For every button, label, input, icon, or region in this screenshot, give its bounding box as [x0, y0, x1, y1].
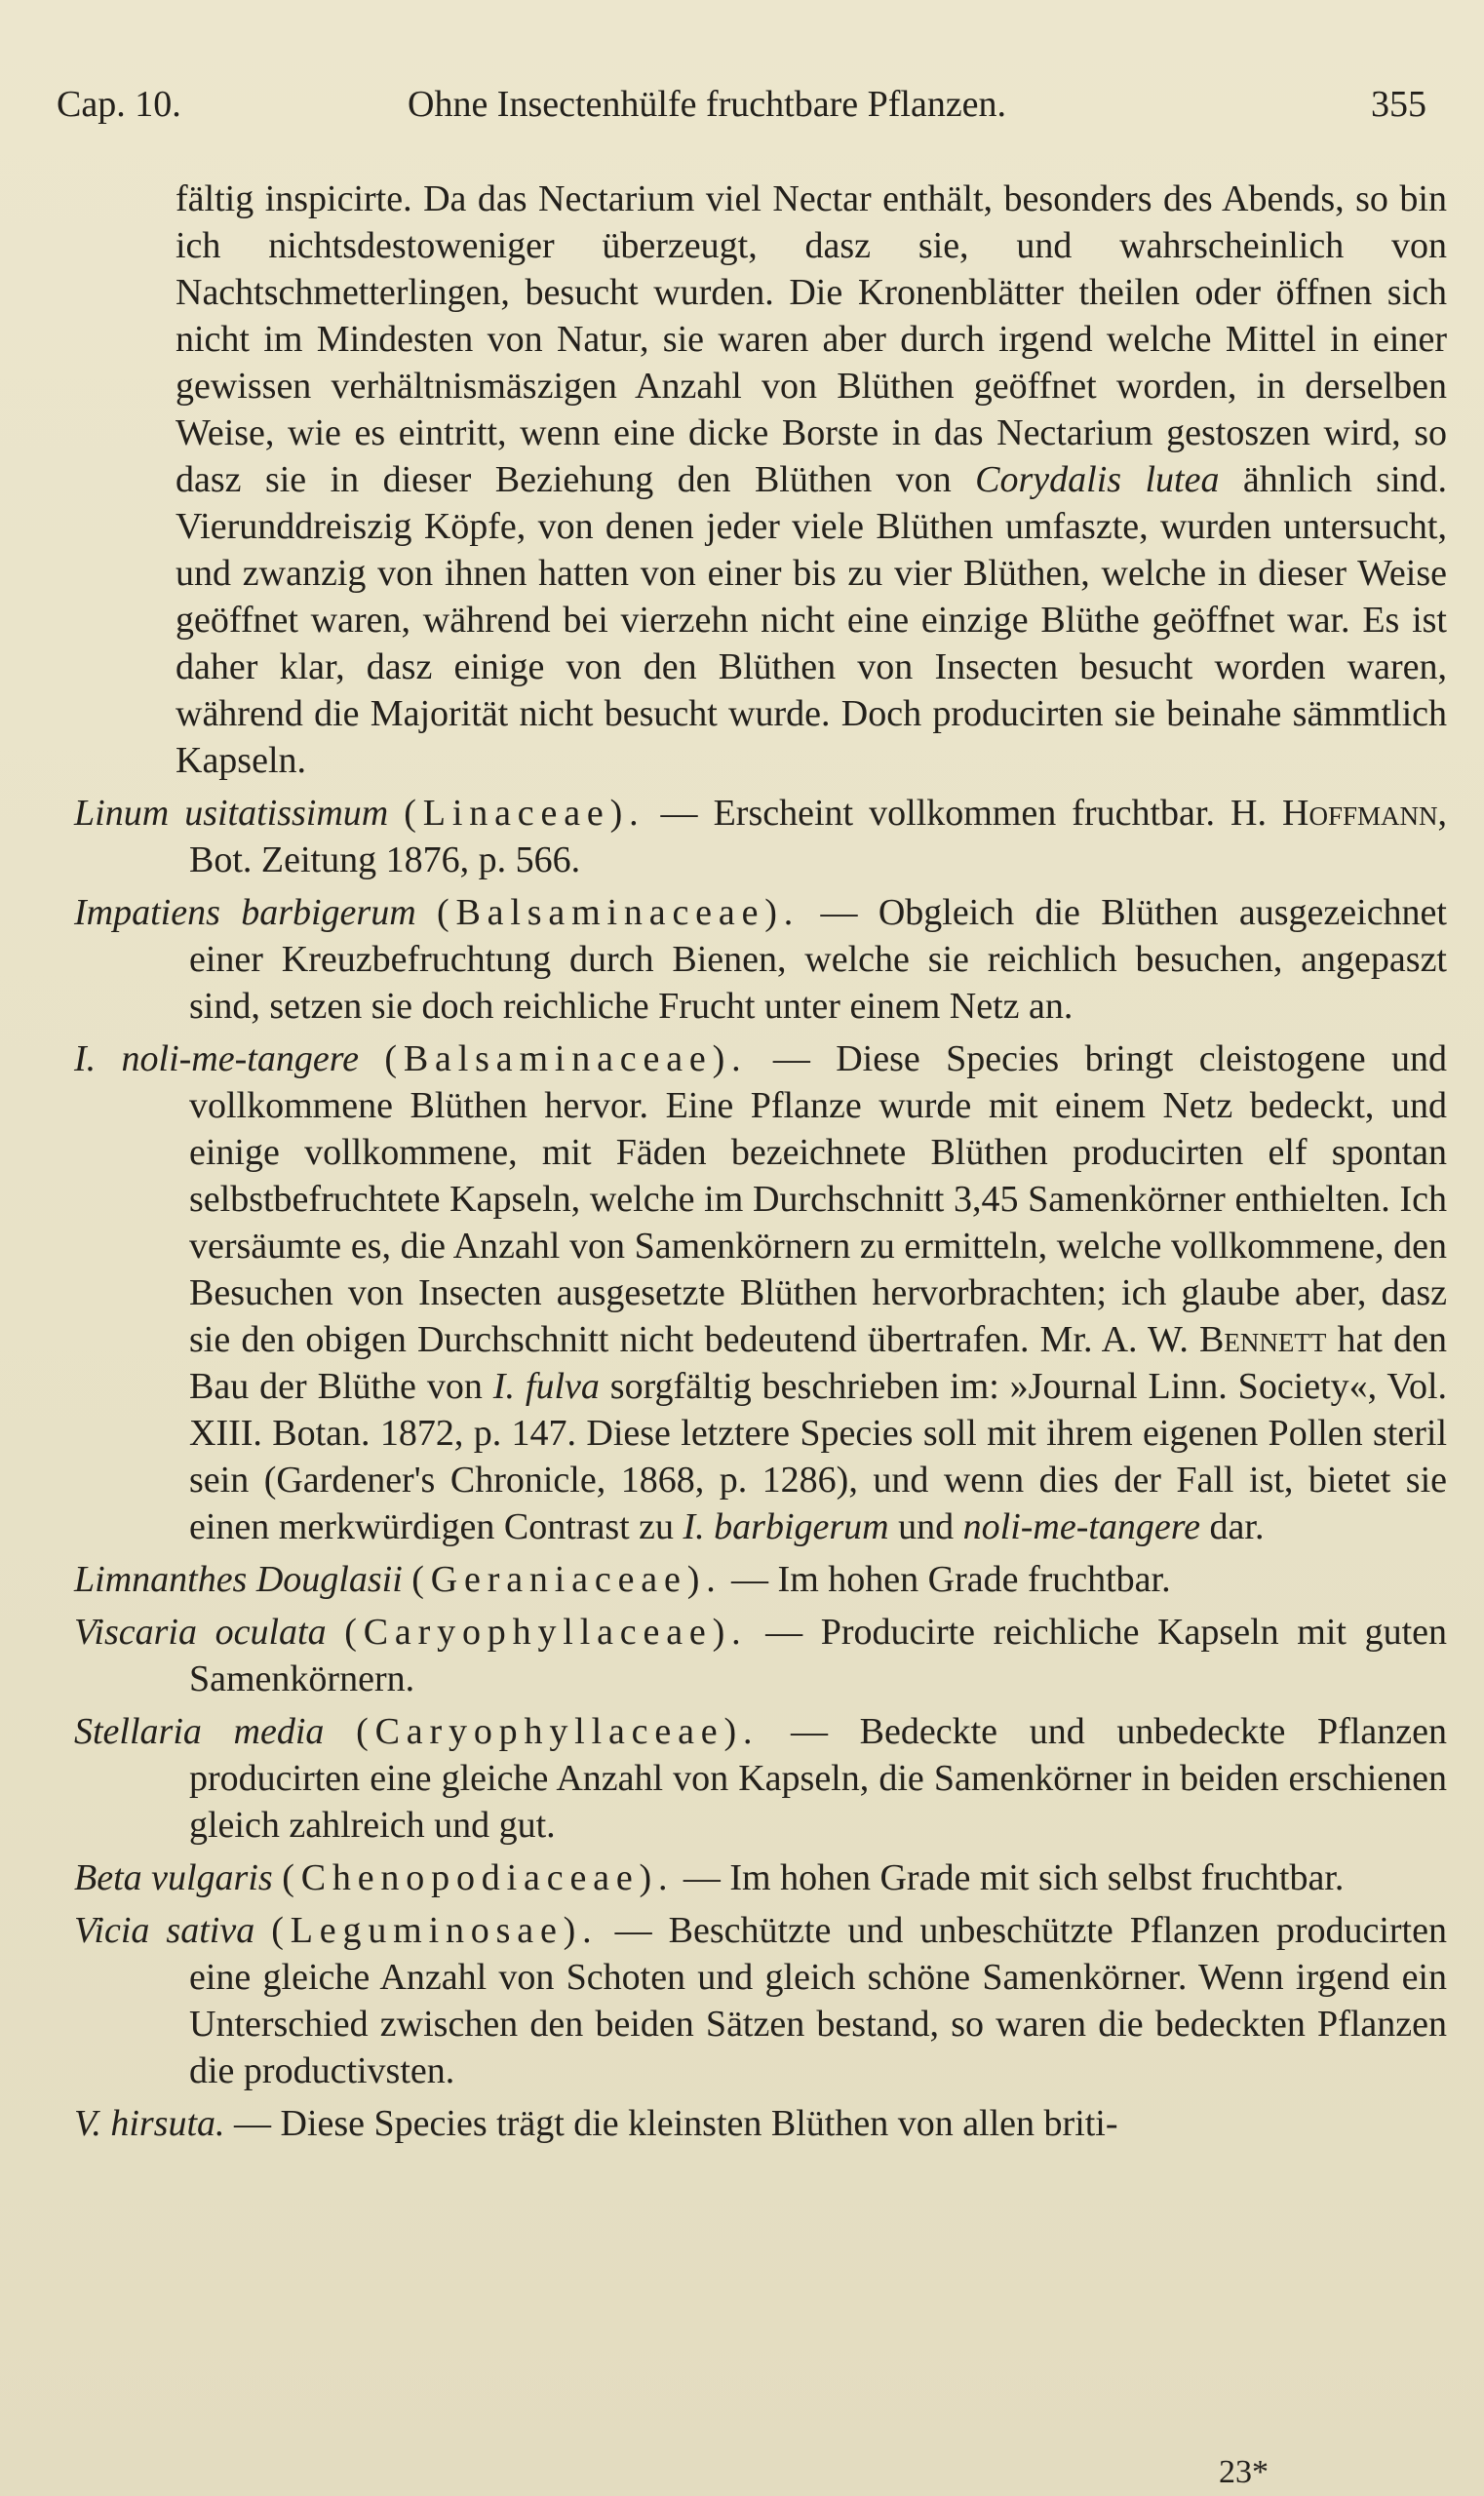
- entry-viscaria: Viscaria oculata (Caryophyllaceae). — Producirte reichliche Kapseln mit guten Samenkörnern.: [74, 1612, 1448, 1699]
- species-name: noli-me-tangere: [962, 1506, 1201, 1547]
- entry-limnanthes: Limnanthes Douglasii (Geraniaceae). — Im hohen Grade fruchtbar.: [74, 1559, 1171, 1600]
- species-name: Limnanthes Douglasii: [74, 1559, 403, 1600]
- species-name: I. noli-me-tangere: [74, 1038, 359, 1079]
- entry-impatiens-noli-me-tangere: I. noli-me-tangere (Balsaminaceae). — Diese Species bringt cleistogene und vollkommene Blüthen hervor. Eine Pflanze wurde mit einem Netz bedeckt, und einige vollkommene, mit Fäden bezeichnete Blüthen producirten elf spontan selbstbefruchtete Kapseln, welche im Durchschnitt 3,45 Samenkörner enthielten. Ich versäumte es, die Anzahl von Samenkörnern zu ermitteln, welche vollkommene, den Besuchen von Insecten ausgesetzte Blüthen hervorbrachten; ich glaube aber, dasz sie den obigen Durchschnitt nicht bedeutend übertrafen. Mr. A. W. Bennett hat den Bau der Blüthe von I. fulva sorgfältig beschrieben im: »Journal Linn. Society«, Vol. XIII. Botan. 1872, p. 147. Diese letztere Species soll mit ihrem eigenen Pollen steril sein (Gardener's Chronicle, 1868, p. 1286), und wenn dies der Fall ist, bietet sie einen merkwürdigen Contrast zu I. barbigerum und noli-me-tangere dar.: [74, 1038, 1448, 1547]
- entry-vicia-sativa: Vicia sativa (Leguminosae). — Beschützte und unbeschützte Pflanzen producirten eine gleiche Anzahl von Schoten und gleich schöne Samenkörner. Wenn irgend ein Unterschied zwischen den beiden Sätzen bestand, so waren die bedeckten Pflanzen die productivsten.: [74, 1910, 1447, 2091]
- family-name: (Balsaminaceae).: [384, 1038, 748, 1079]
- continuation-paragraph: fältig inspicirte. Da das Nectarium viel Nectar enthält, besonders des Abends, so bin ich nichtsdestoweniger überzeugt, dasz sie, und wahrscheinlich von Nachtschmetterlingen, besucht wurden. Die Kronenblätter theilen oder öffnen sich nicht im Mindesten von Natur, sie waren aber durch irgend welche Mittel in einer gewissen verhältnismäszigen Anzahl von Blüthen geöffnet worden, in derselben Weise, wie es eintritt, wenn eine dicke Borste in das Nectarium gestoszen wird, so dasz sie in dieser Beziehung den Blüthen von Corydalis lutea ähnlich sind. Vierunddreiszig Köpfe, von denen jeder viele Blüthen umfaszte, wurden untersucht, und zwanzig von ihnen hatten von einer bis zu vier Blüthen, welche in dieser Weise geöffnet waren, während bei vierzehn nicht eine einzige Blüthe geöffnet war. Es ist daher klar, dasz einige von den Blüthen von Insecten besucht worden waren, während die Majorität nicht besucht wurde. Doch producirten sie beinahe sämmtlich Kapseln.: [176, 178, 1448, 781]
- species-name: Linum usitatissimum: [74, 793, 389, 834]
- running-title: Ohne Insectenhülfe fruchtbare Pflanzen.: [408, 84, 1007, 125]
- family-name: (Balsaminaceae).: [437, 892, 801, 933]
- entry-impatiens-barbigerum: Impatiens barbigerum (Balsaminaceae). — Obgleich die Blüthen ausgezeichnet einer Kreuzbefruchtung durch Bienen, welche sie reichlich besuchen, angepaszt sind, setzen sie doch reichliche Frucht unter einem Netz an.: [74, 892, 1447, 1027]
- family-name: (Caryophyllaceae).: [344, 1612, 748, 1653]
- species-name: Beta vulgaris: [74, 1857, 273, 1898]
- species-name: Impatiens barbigerum: [74, 892, 416, 933]
- signature-mark: 23*: [1219, 2454, 1269, 2490]
- family-name: (Caryophyllaceae).: [356, 1711, 760, 1752]
- running-header: [57, 80, 1426, 129]
- species-name: Corydalis lutea: [975, 459, 1220, 500]
- entry-linum: Linum usitatissimum (Linaceae). — Erscheint vollkommen fruchtbar. H. Hoffmann, Bot. Zeitung 1876, p. 566.: [74, 793, 1447, 880]
- species-name: Viscaria oculata: [74, 1612, 327, 1653]
- entry-vicia-hirsuta: V. hirsuta. — Diese Species trägt die kleinsten Blüthen von allen briti-: [74, 2103, 1118, 2144]
- family-name: (Leguminosae).: [271, 1910, 599, 1951]
- family-name: (Geraniaceae).: [411, 1559, 722, 1600]
- species-name: V. hirsuta.: [74, 2103, 225, 2144]
- family-name: (Chenopodiaceae).: [282, 1857, 675, 1898]
- species-name: Stellaria media: [74, 1711, 325, 1752]
- entry-beta: Beta vulgaris (Chenopodiaceae). — Im hohen Grade mit sich selbst fruchtbar.: [74, 1857, 1345, 1898]
- chapter-label: Cap. 10.: [57, 84, 181, 125]
- author-name: Hoffmann: [1282, 793, 1438, 834]
- page-body: [74, 176, 1447, 2153]
- species-name: I. barbigerum: [683, 1506, 889, 1547]
- species-name: Vicia sativa: [74, 1910, 255, 1951]
- page-number: 355: [1371, 84, 1426, 125]
- author-name: Bennett: [1199, 1319, 1327, 1360]
- family-name: (Linaceae).: [404, 793, 645, 834]
- entry-stellaria: Stellaria media (Caryophyllaceae). — Bedeckte und unbedeckte Pflanzen producirten eine gleiche Anzahl von Kapseln, die Samenkörner in beiden erschienen gleich zahlreich und gut.: [74, 1711, 1448, 1846]
- species-name: I. fulva: [492, 1366, 600, 1407]
